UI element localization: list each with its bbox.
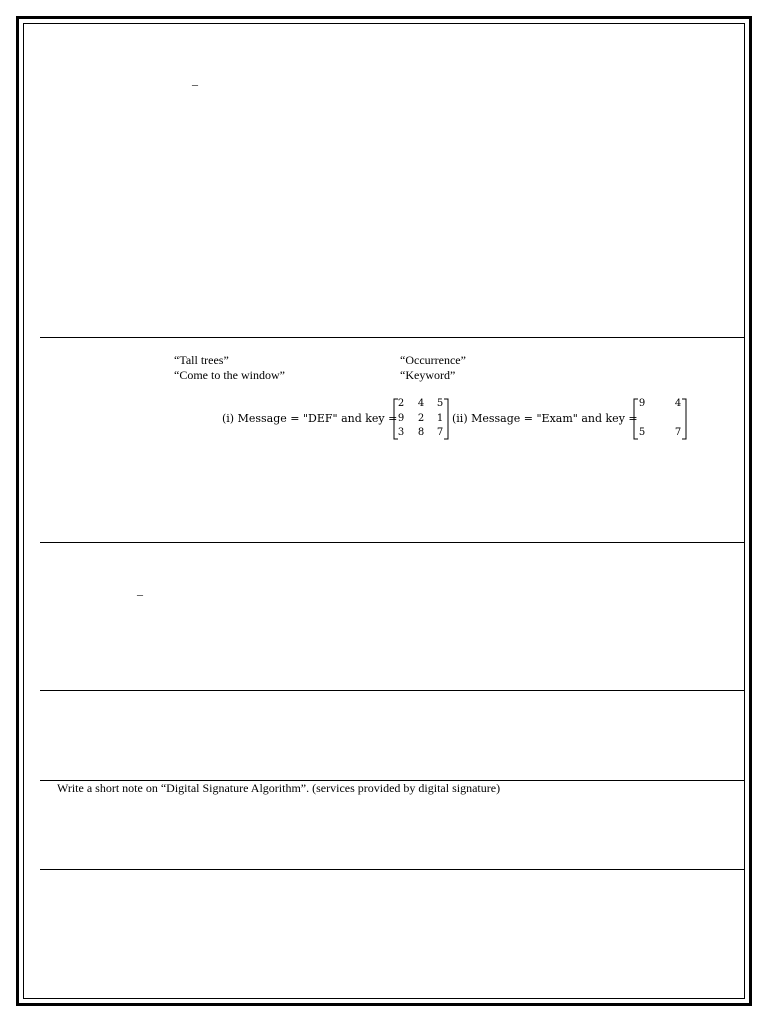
matrix-cell: 9 [638, 398, 646, 409]
word-occurrence: “Occurrence” [400, 353, 466, 367]
blank-dash-1: – [192, 77, 198, 91]
word-tall-trees: “Tall trees” [174, 353, 229, 367]
matrix-cell: 4 [417, 398, 425, 409]
matrix-cell: 2 [417, 413, 425, 424]
key-matrix-1 [393, 398, 449, 440]
key-matrix-2 [633, 398, 687, 440]
hill-part-2-label: (ii) Message = "Exam" and key = [452, 412, 638, 425]
section-divider-5 [40, 869, 745, 870]
section-divider-1 [40, 337, 745, 338]
word-keyword: “Keyword” [400, 368, 456, 382]
matrix-cell: 5 [436, 398, 444, 409]
matrix-cell: 8 [417, 427, 425, 438]
section-divider-2 [40, 542, 745, 543]
matrix-cell: 9 [397, 413, 405, 424]
word-come-to-the-window: “Come to the window” [174, 368, 285, 382]
page-border-inner [23, 23, 745, 999]
matrix-cell: 7 [436, 427, 444, 438]
section-divider-3 [40, 690, 745, 691]
matrix-cell: 1 [436, 413, 444, 424]
matrix-cell: 3 [397, 427, 405, 438]
matrix-cell: 5 [638, 427, 646, 438]
page-border [16, 16, 752, 1006]
matrix-cell: 4 [674, 398, 682, 409]
matrix-cell: 7 [674, 427, 682, 438]
question-digital-signature: Write a short note on “Digital Signature Algorithm”. (services provided by digital signature) [57, 781, 501, 795]
matrix-cell: 2 [397, 398, 405, 409]
hill-part-1-label: (i) Message = "DEF" and key = [222, 412, 398, 425]
blank-dash-2: – [137, 587, 143, 601]
